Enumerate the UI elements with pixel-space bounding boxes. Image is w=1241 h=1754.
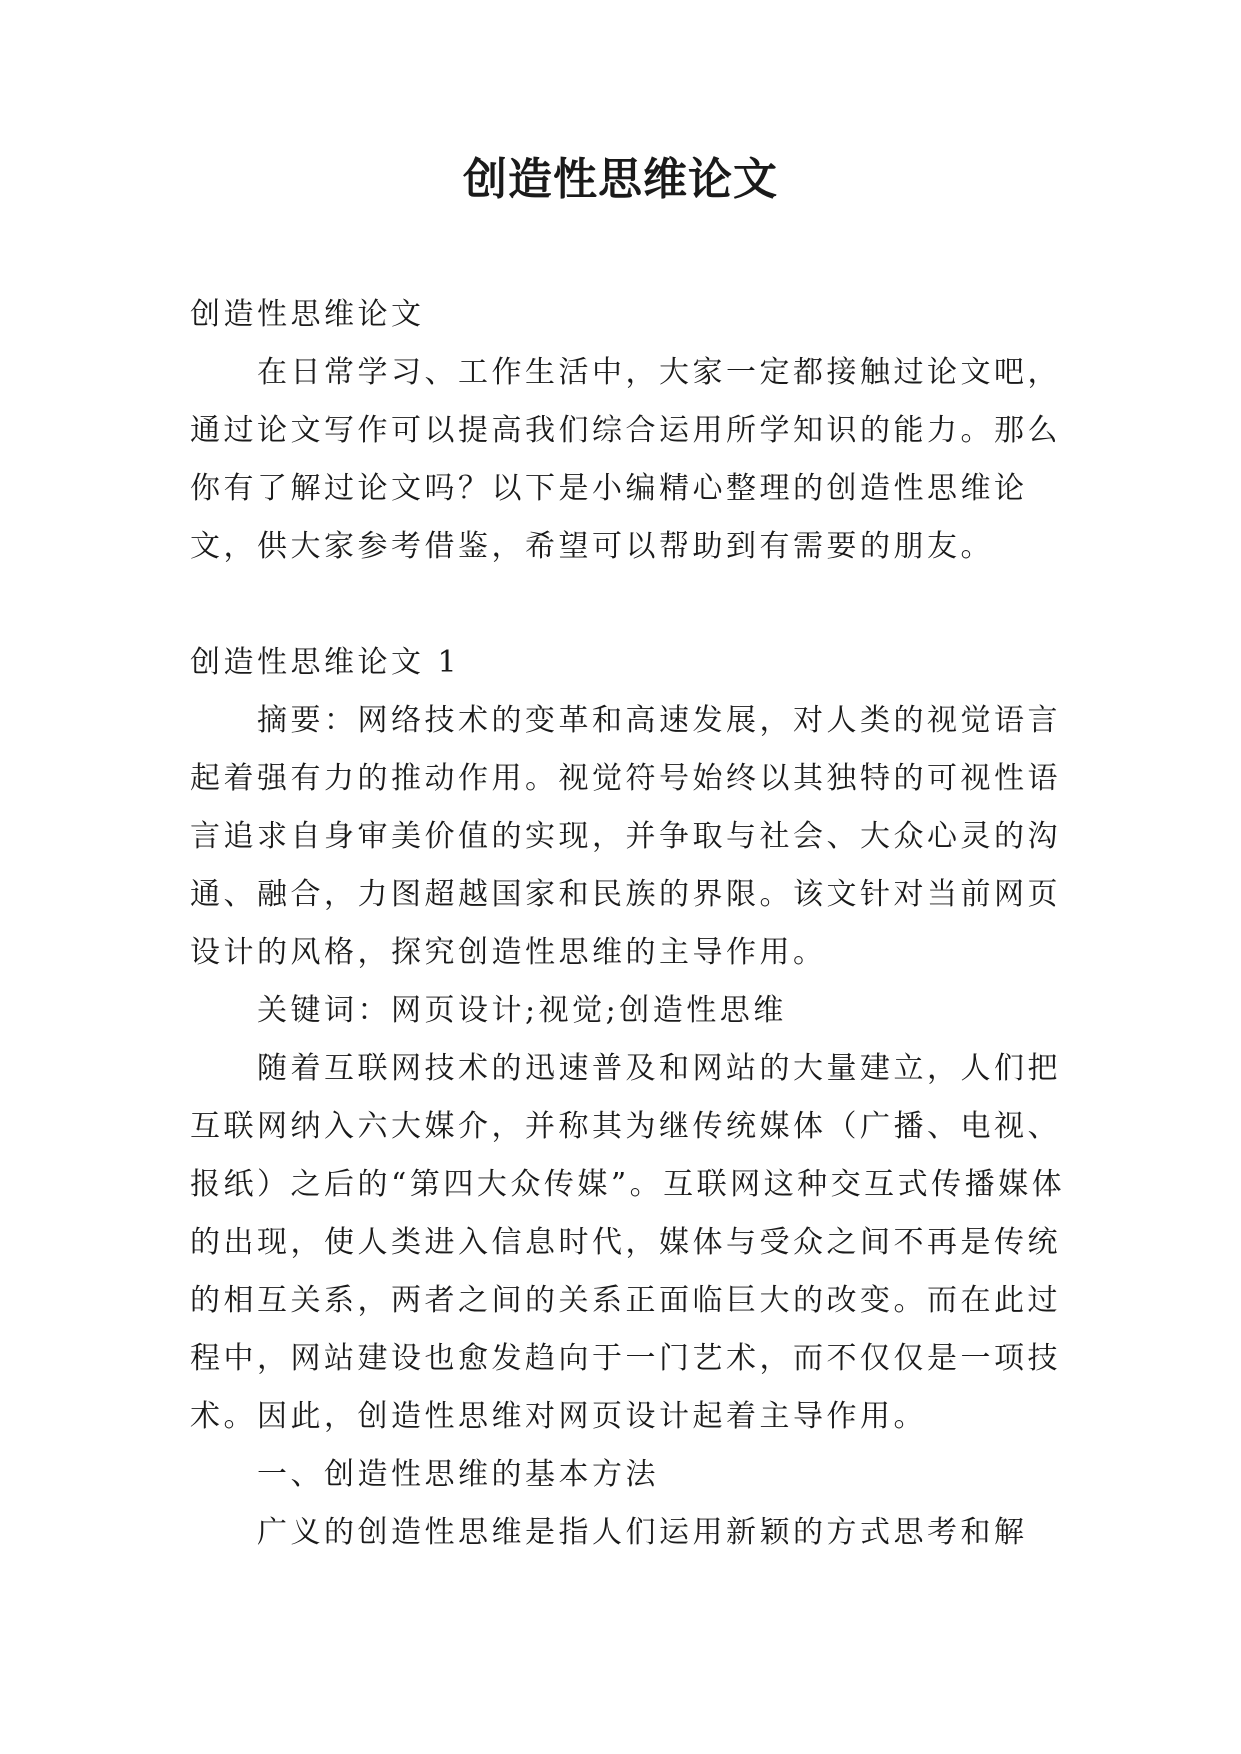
document-subtitle: 创造性思维论文 xyxy=(190,297,425,332)
paragraph-spacer xyxy=(190,576,1070,634)
keywords-line: 关键词：网页设计;视觉;创造性思维 xyxy=(257,993,787,1028)
body-paragraph: 广义的创造性思维是指人们运用新颖的方式思考和解 xyxy=(257,1515,1028,1550)
abstract-paragraph: 摘要：网络技术的变革和高速发展，对人类的视觉语言起着强有力的推动作用。视觉符号始终以其独特的可视性语言追求自身审美价值的实现，并争取与社会、大众心灵的沟通、融合，力图超越国家和民族的界限。该文针对当前网页设计的风格，探究创造性思维的主导作用。 xyxy=(190,703,1061,970)
document-body xyxy=(190,286,1070,1562)
subsection-heading: 一、创造性思维的基本方法 xyxy=(257,1457,659,1492)
document-title: 创造性思维论文 xyxy=(463,154,778,205)
section-heading: 创造性思维论文 1 xyxy=(190,645,461,680)
intro-paragraph: 在日常学习、工作生活中，大家一定都接触过论文吧，通过论文写作可以提高我们综合运用所学知识的能力。那么你有了解过论文吗？以下是小编精心整理的创造性思维论文，供大家参考借鉴，希望可以帮助到有需要的朋友。 xyxy=(190,355,1061,564)
body-paragraph: 随着互联网技术的迅速普及和网站的大量建立，人们把互联网纳入六大媒介，并称其为继传统媒体（广播、电视、报纸）之后的“第四大众传媒”。互联网这种交互式传播媒体的出现，使人类进入信息时代，媒体与受众之间不再是传统的相互关系，两者之间的关系正面临巨大的改变。而在此过程中，网站建设也愈发趋向于一门艺术，而不仅仅是一项技术。因此，创造性思维对网页设计起着主导作用。 xyxy=(190,1051,1066,1434)
